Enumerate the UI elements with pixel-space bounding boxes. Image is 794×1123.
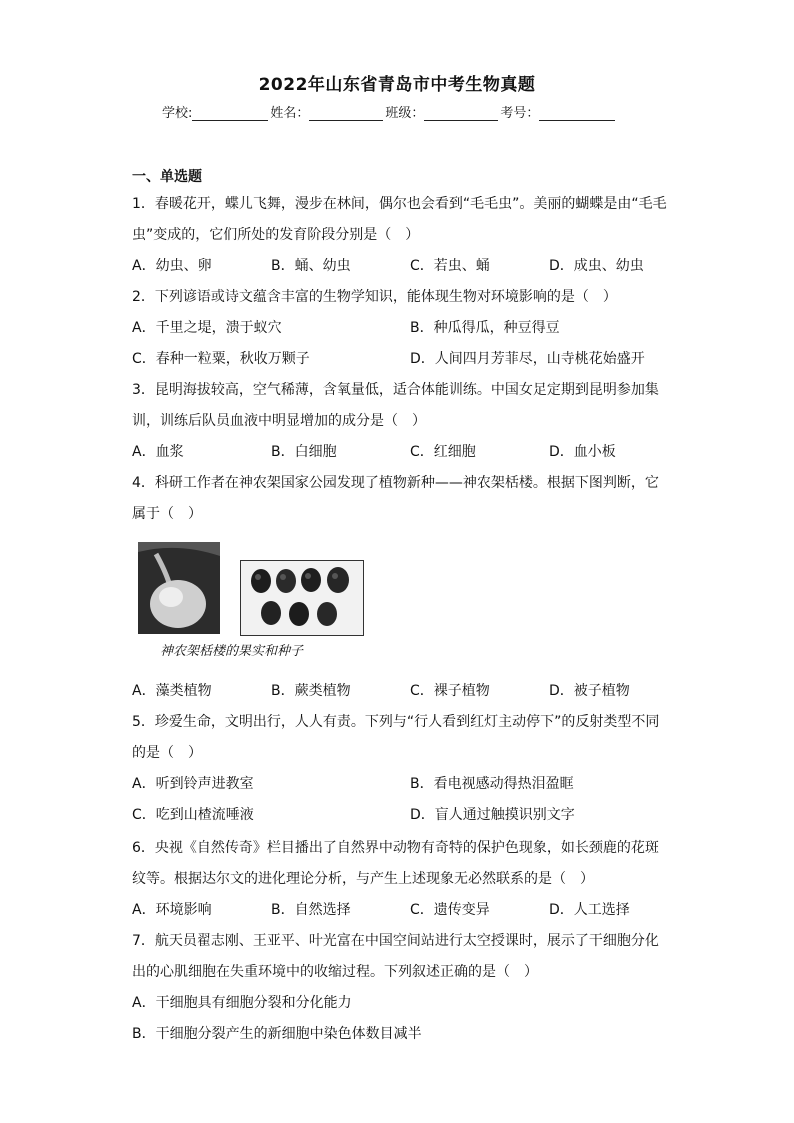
q6-stem-line2: 纹等。根据达尔文的进化理论分析，与产生上述现象无必然联系的是（ ） bbox=[132, 871, 594, 887]
school-label: 学校: bbox=[162, 106, 193, 121]
q1-options bbox=[132, 255, 672, 275]
q1-option-b[interactable]: B．蛹、幼虫 bbox=[271, 258, 351, 274]
figure-caption: 神农架栝楼的果实和种子 bbox=[160, 644, 304, 659]
q7-stem-line2: 出的心肌细胞在失重环境中的收缩过程。下列叙述正确的是（ ） bbox=[132, 964, 538, 980]
q6-option-a[interactable]: A．环境影响 bbox=[132, 902, 212, 918]
q3-option-d[interactable]: D．血小板 bbox=[549, 444, 616, 460]
q1-stem-line2: 虫”变成的，它们所处的发育阶段分别是（ ） bbox=[132, 227, 420, 243]
q7-option-a[interactable]: A．干细胞具有细胞分裂和分化能力 bbox=[132, 995, 352, 1011]
q2-options-row1 bbox=[132, 317, 672, 337]
q1-option-c[interactable]: C．若虫、蛹 bbox=[410, 258, 490, 274]
q6-option-c[interactable]: C．遗传变异 bbox=[410, 902, 490, 918]
q2-option-a[interactable]: A．千里之堤，溃于蚁穴 bbox=[132, 320, 282, 336]
q3-option-a[interactable]: A．血浆 bbox=[132, 444, 184, 460]
q6-stem-line1: 6．央视《自然传奇》栏目播出了自然界中动物有奇特的保护色现象，如长颈鹿的花斑 bbox=[132, 840, 659, 856]
q7-stem-line1: 7．航天员翟志刚、王亚平、叶光富在中国空间站进行太空授课时，展示了干细胞分化 bbox=[132, 933, 659, 949]
student-info-row bbox=[162, 102, 617, 121]
q4-option-a[interactable]: A．藻类植物 bbox=[132, 683, 212, 699]
q5-options-row2 bbox=[132, 804, 672, 824]
q2-option-d[interactable]: D．人间四月芳菲尽，山寺桃花始盛开 bbox=[410, 351, 645, 367]
q5-option-a[interactable]: A．听到铃声进教室 bbox=[132, 776, 254, 792]
q2-option-c[interactable]: C．春种一粒粟，秋收万颗子 bbox=[132, 351, 310, 367]
page-title: 2022年山东省青岛市中考生物真题 bbox=[258, 75, 536, 95]
q3-options bbox=[132, 441, 672, 461]
q5-option-d[interactable]: D．盲人通过触摸识别文字 bbox=[410, 807, 575, 823]
name-blank[interactable] bbox=[309, 106, 383, 121]
q4-options bbox=[132, 680, 672, 700]
exam-number-blank[interactable] bbox=[539, 106, 615, 121]
q3-option-c[interactable]: C．红细胞 bbox=[410, 444, 476, 460]
q6-option-b[interactable]: B．自然选择 bbox=[271, 902, 351, 918]
q4-option-d[interactable]: D．被子植物 bbox=[549, 683, 630, 699]
q5-option-b[interactable]: B．看电视感动得热泪盈眶 bbox=[410, 776, 574, 792]
q4-option-b[interactable]: B．蕨类植物 bbox=[271, 683, 351, 699]
q5-stem-line1: 5．珍爱生命，文明出行，人人有责。下列与“行人看到红灯主动停下”的反射类型不同 bbox=[132, 714, 660, 730]
q7-option-b[interactable]: B．干细胞分裂产生的新细胞中染色体数目减半 bbox=[132, 1026, 422, 1042]
q3-option-b[interactable]: B．白细胞 bbox=[271, 444, 337, 460]
q6-option-d[interactable]: D．人工选择 bbox=[549, 902, 630, 918]
section-title: 一、单选题 bbox=[132, 169, 202, 185]
fruit-and-seed-figure bbox=[138, 542, 368, 662]
class-label: 班级： bbox=[385, 106, 425, 121]
q6-options bbox=[132, 899, 672, 919]
seeds-photo bbox=[240, 560, 364, 636]
q4-stem-line2: 属于（ ） bbox=[132, 506, 202, 522]
q4-stem-line1: 4．科研工作者在神农架国家公园发现了植物新种——神农架栝楼。根据下图判断，它 bbox=[132, 475, 659, 491]
q4-option-c[interactable]: C．裸子植物 bbox=[410, 683, 490, 699]
q5-options-row1 bbox=[132, 773, 672, 793]
q5-stem-line2: 的是（ ） bbox=[132, 745, 202, 761]
q3-stem-line2: 训，训练后队员血液中明显增加的成分是（ ） bbox=[132, 413, 426, 429]
q1-option-a[interactable]: A．幼虫、卵 bbox=[132, 258, 212, 274]
q2-option-b[interactable]: B．种瓜得瓜，种豆得豆 bbox=[410, 320, 560, 336]
q2-options-row2 bbox=[132, 348, 672, 368]
q5-option-c[interactable]: C．吃到山楂流唾液 bbox=[132, 807, 254, 823]
name-label: 姓名： bbox=[270, 106, 310, 121]
exam-number-label: 考号： bbox=[500, 106, 540, 121]
q2-stem-line1: 2．下列谚语或诗文蕴含丰富的生物学知识，能体现生物对环境影响的是（ ） bbox=[132, 289, 617, 305]
school-blank[interactable] bbox=[192, 106, 268, 121]
fruit-photo bbox=[138, 542, 220, 634]
q1-stem-line1: 1．春暖花开，蝶儿飞舞，漫步在林间，偶尔也会看到“毛毛虫”。美丽的蝴蝶是由“毛毛 bbox=[132, 196, 667, 212]
class-blank[interactable] bbox=[424, 106, 498, 121]
q3-stem-line1: 3．昆明海拔较高，空气稀薄，含氧量低，适合体能训练。中国女足定期到昆明参加集 bbox=[132, 382, 659, 398]
q1-option-d[interactable]: D．成虫、幼虫 bbox=[549, 258, 644, 274]
